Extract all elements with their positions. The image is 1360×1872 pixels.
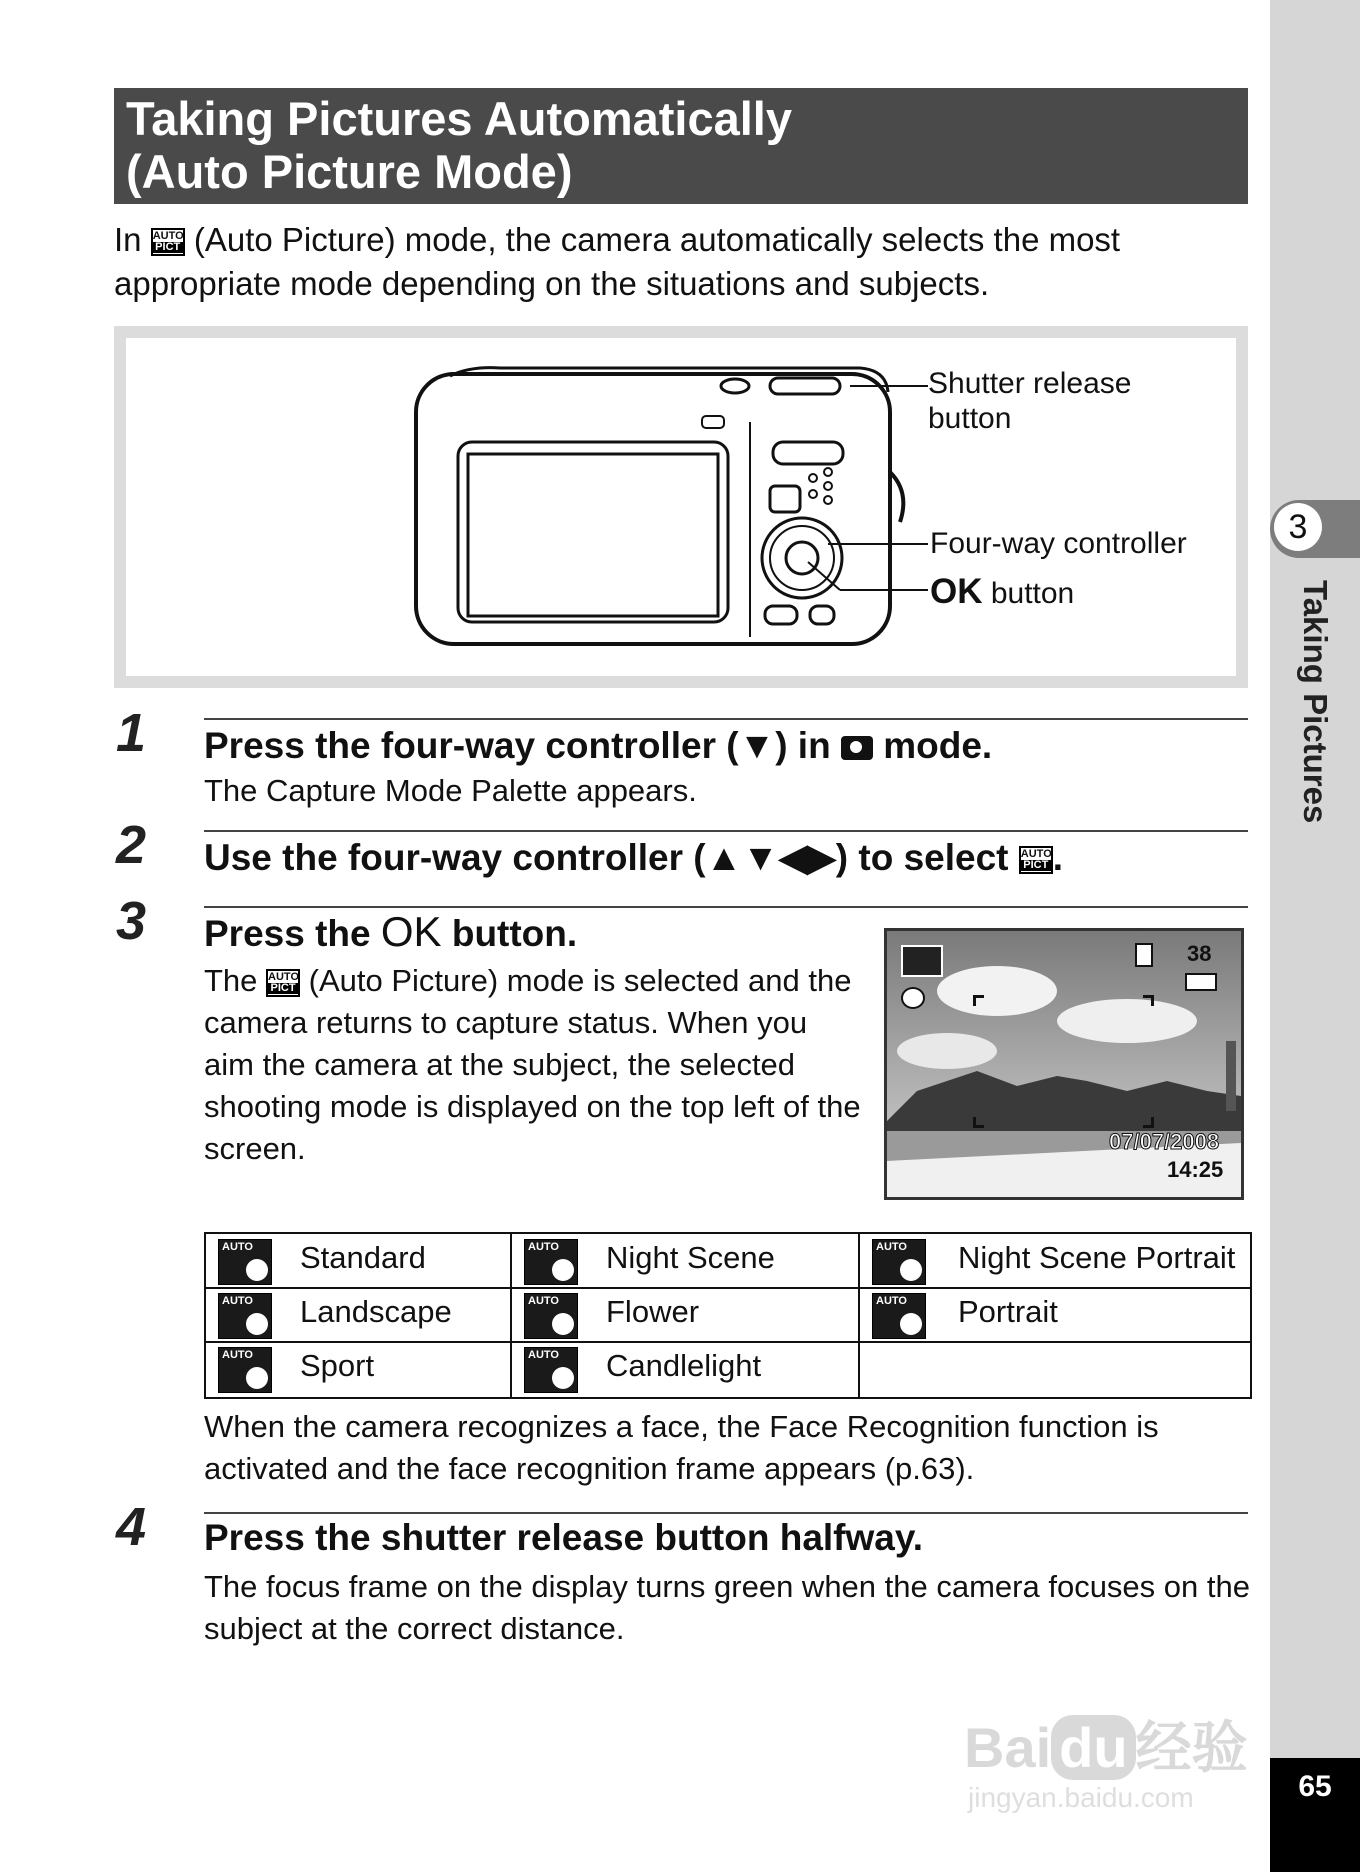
auto-picture-icon: AUTO PICT bbox=[1019, 846, 1053, 874]
focus-frame-corner bbox=[973, 995, 984, 1006]
side-tab bbox=[1270, 0, 1360, 1872]
step-divider bbox=[204, 1512, 1248, 1514]
auto-picture-icon: AUTO PICT bbox=[151, 228, 185, 256]
intro-paragraph: In AUTO PICT (Auto Picture) mode, the camera automatically selects the most appropriate mode depending on the situations and subjects. bbox=[114, 221, 1121, 302]
mode-label: Night Scene Portrait bbox=[958, 1240, 1236, 1275]
mode-label: Standard bbox=[300, 1240, 426, 1275]
step-3-description: The AUTO PICT (Auto Picture) mode is selected and the camera returns to capture status. When you aim the camera at the subject, the selected shooting mode is displayed on the top left of the screen. bbox=[204, 963, 861, 1166]
callout-four-way-controller: Four-way controller bbox=[930, 527, 1187, 560]
auto-picture-icon: AUTO PICT bbox=[266, 969, 300, 997]
step-1-heading: Press the four-way controller (▼) in mode. bbox=[204, 725, 993, 766]
step-4-heading: Press the shutter release button halfway. bbox=[204, 1517, 923, 1558]
memory-card-icon bbox=[1135, 943, 1153, 967]
ok-button bbox=[786, 542, 818, 574]
focus-frame-corner bbox=[1143, 1117, 1154, 1128]
remaining-shots: 38 bbox=[1187, 941, 1212, 966]
focus-frame-corner bbox=[1143, 995, 1154, 1006]
shutter-button bbox=[770, 378, 840, 394]
zoom-lever bbox=[773, 442, 843, 464]
step-2-number: 2 bbox=[116, 815, 147, 875]
step-divider bbox=[204, 718, 1248, 720]
chapter-title: Taking Pictures bbox=[1297, 580, 1334, 824]
step-4-number: 4 bbox=[116, 1497, 147, 1557]
step-divider bbox=[204, 830, 1248, 832]
baidu-watermark: Bai du 经验 jingyan.baidu.com bbox=[964, 1716, 1248, 1813]
candlelight-mode-icon: AUTO bbox=[524, 1347, 578, 1393]
night-scene-mode-icon: AUTO bbox=[524, 1239, 578, 1285]
camera-back-drawing bbox=[410, 362, 930, 652]
step-4-description: The focus frame on the display turns green when the camera focuses on the subject at the correct distance. bbox=[204, 1569, 1250, 1646]
screen-date: 07/07/2008 bbox=[1109, 1129, 1220, 1154]
step-divider bbox=[204, 906, 1248, 908]
mode-label: Sport bbox=[300, 1348, 375, 1383]
lcd-screen bbox=[468, 454, 718, 616]
flower-mode-icon: AUTO bbox=[524, 1293, 578, 1339]
sport-mode-icon: AUTO bbox=[218, 1347, 272, 1393]
mode-label: Flower bbox=[606, 1294, 700, 1329]
lcd-screen-photo bbox=[884, 928, 1244, 1200]
power-button bbox=[721, 379, 749, 393]
step-1-description: The Capture Mode Palette appears. bbox=[204, 773, 697, 808]
scene-mode-table bbox=[204, 1232, 1252, 1399]
screen-time: 14:25 bbox=[1167, 1157, 1224, 1182]
mode-label: Candlelight bbox=[606, 1348, 762, 1383]
callout-shutter-release: Shutter release button bbox=[928, 367, 1132, 435]
landscape-mode-icon: AUTO bbox=[218, 1293, 272, 1339]
mode-label: Landscape bbox=[300, 1294, 452, 1329]
mode-label: Night Scene bbox=[606, 1240, 775, 1275]
page-title: Taking Pictures Automatically (Auto Picture Mode) bbox=[126, 92, 793, 198]
mode-label: Portrait bbox=[958, 1294, 1058, 1329]
chapter-number: 3 bbox=[1274, 503, 1322, 551]
step-3-number: 3 bbox=[116, 891, 147, 951]
focus-frame-corner bbox=[973, 1117, 984, 1128]
battery-icon bbox=[1185, 973, 1217, 991]
portrait-mode-icon: AUTO bbox=[872, 1293, 926, 1339]
night-scene-portrait-mode-icon: AUTO bbox=[872, 1239, 926, 1285]
play-button bbox=[770, 486, 800, 512]
step-1-number: 1 bbox=[116, 703, 147, 763]
auto-picture-indicator-icon bbox=[901, 945, 943, 977]
face-recognition-icon bbox=[901, 987, 925, 1009]
callout-ok-button: OK button bbox=[930, 572, 1075, 611]
standard-mode-icon: AUTO bbox=[218, 1239, 272, 1285]
page-number: 65 bbox=[1298, 1770, 1332, 1803]
step-3-heading: Press the OK button. bbox=[204, 908, 578, 955]
step-2-heading: Use the four-way controller (▲▼◀▶) to select AUTO PICT . bbox=[204, 837, 1064, 878]
face-recognition-note: When the camera recognizes a face, the Face Recognition function is activated and the face recognition frame appears (p.63). bbox=[204, 1409, 1159, 1486]
camera-icon bbox=[841, 736, 873, 760]
